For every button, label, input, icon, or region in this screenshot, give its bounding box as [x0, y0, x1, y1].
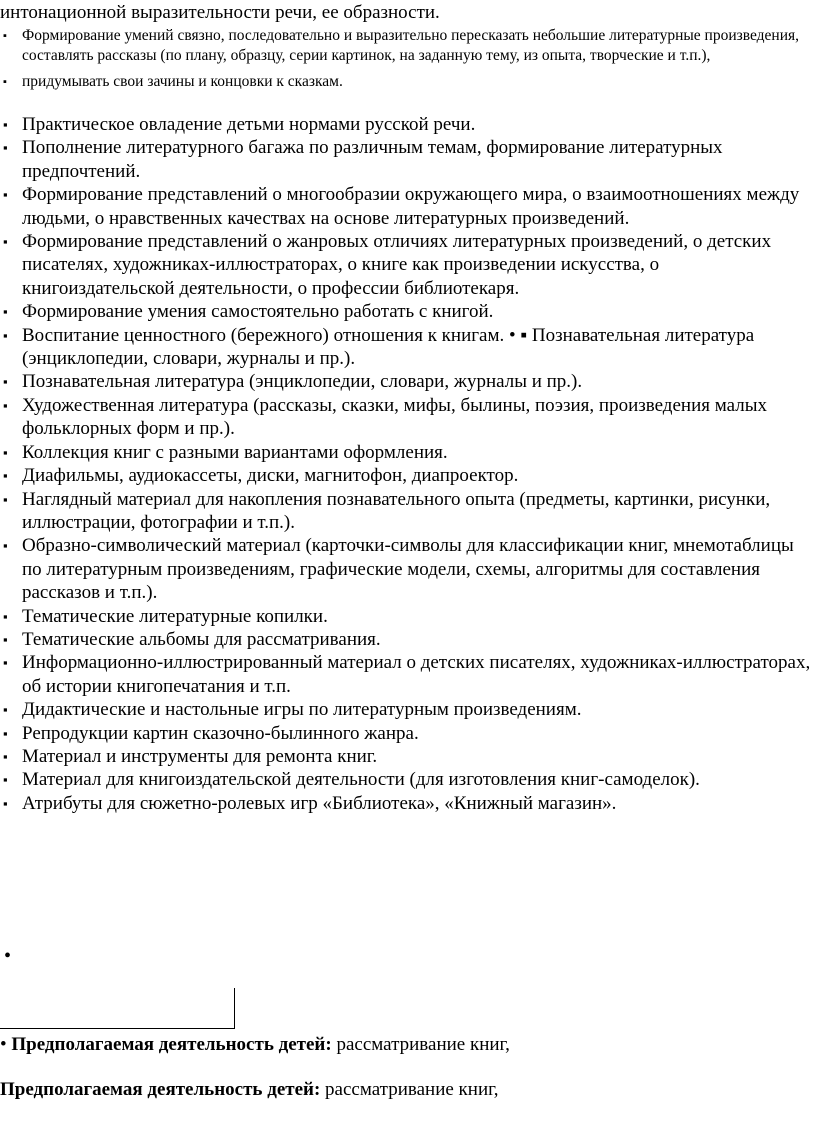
list-item-text: Познавательная литература (энциклопедии, словари, журналы и пр.). [22, 371, 583, 393]
square-bullet-icon: ▪ [3, 76, 7, 88]
square-bullet-icon: ▪ [3, 725, 8, 741]
list-item-text: Наглядный материал для накопления познавательного опыта (предметы, картинки, рисунки, иллюстрации, фотографии и т.п.). [22, 488, 771, 533]
list-item [0, 651, 816, 698]
dot-bullet-icon: • [4, 945, 12, 967]
list-item [0, 72, 800, 92]
square-bullet-icon: ▪ [3, 397, 8, 413]
list-item [0, 370, 816, 393]
list-item [0, 300, 816, 323]
list-item [0, 768, 816, 791]
small-bullet-list [0, 26, 800, 98]
square-bullet-icon: ▪ [3, 468, 8, 484]
list-item-text: Дидактические и настольные игры по литературным произведениям. [22, 699, 582, 721]
activity-label: Предполагаемая деятельность детей: [0, 1079, 321, 1100]
list-item-text: Формирование умений связно, последовательно и выразительно пересказать небольшие литературные произведения, составлять рассказы (по плану, образцу, серии картинок, на заданную тему, из опыта, творческие и т.п.), [22, 27, 800, 64]
square-bullet-icon: ▪ [3, 140, 8, 156]
list-item [0, 488, 816, 535]
list-item-text: Тематические альбомы для рассматривания. [22, 628, 381, 650]
activity-text: рассматривание книг, [320, 1079, 499, 1100]
square-bullet-icon: ▪ [3, 772, 8, 788]
square-bullet-icon: ▪ [3, 538, 8, 554]
square-bullet-icon: ▪ [3, 491, 8, 507]
list-item [0, 136, 816, 183]
square-bullet-icon: ▪ [3, 117, 8, 132]
list-item-text: Формирование представлений о многообразии окружающего мира, о взаимоотношениях между людьми, о нравственных качествах на основе литературных произведений. [22, 184, 800, 229]
list-item [0, 26, 800, 66]
list-item [0, 394, 816, 441]
list-item [0, 722, 816, 745]
list-item [0, 324, 816, 371]
list-item-text: Тематические литературные копилки. [22, 605, 328, 627]
list-item-text: Диафильмы, аудиокассеты, диски, магнитофон, диапроектор. [22, 465, 519, 487]
top-text-line: интонационной выразительности речи, ее образности. [0, 2, 440, 23]
square-bullet-icon: ▪ [3, 327, 8, 343]
list-item [0, 534, 816, 604]
table-cell-border [0, 988, 235, 1029]
list-item [0, 183, 816, 230]
list-item-text: Образно-символический материал (карточки-символы для классификации книг, мнемотаблицы по литературным произведениям, графические модели, схемы, алгоритмы для составления рассказов и т.п.). [22, 535, 794, 604]
square-bullet-icon: ▪ [3, 30, 7, 42]
list-item-text: Материал и инструменты для ремонта книг. [22, 745, 378, 767]
list-item-text: Художественная литература (рассказы, сказки, мифы, былины, поэзия, произведения малых фольклорных форм и пр.). [22, 394, 767, 440]
square-bullet-icon: ▪ [3, 374, 8, 390]
list-item-text: Формирование представлений о жанровых отличиях литературных произведений, о детских писателях, художниках-иллюстраторах, о книге как произведении искусства, о книгоиздательской деятельности, о профессии библиотекаря. [22, 231, 772, 299]
dot-bullet-icon: • [0, 1034, 7, 1055]
activity-line [0, 1034, 510, 1056]
list-item [0, 230, 816, 300]
list-item-text: Пополнение литературного багажа по различным темам, формирование литературных предпочтений. [22, 137, 723, 182]
square-bullet-icon: ▪ [3, 748, 8, 764]
list-item-text: Атрибуты для сюжетно-ролевых игр «Библиотека», «Книжный магазин». [22, 792, 617, 814]
square-bullet-icon: ▪ [3, 702, 8, 718]
list-item-text: Информационно-иллюстрированный материал о детских писателях, художниках-иллюстраторах, об истории книгопечатания и т.п. [22, 652, 811, 697]
list-item-text: Репродукции картин сказочно-былинного жанра. [22, 722, 419, 744]
square-bullet-icon: ▪ [3, 631, 8, 647]
activity-label: Предполагаемая деятельность детей: [11, 1034, 332, 1055]
square-bullet-icon: ▪ [3, 655, 8, 671]
list-item [0, 698, 816, 721]
square-bullet-icon: ▪ [3, 795, 8, 811]
list-item [0, 464, 816, 487]
list-item [0, 628, 816, 651]
activity-line [0, 1079, 499, 1101]
list-item [0, 441, 816, 464]
list-item [0, 113, 816, 136]
list-item-text: Практическое овладение детьми нормами русской речи. [22, 114, 476, 135]
list-item [0, 792, 816, 815]
list-item-text: Воспитание ценностного (бережного) отношения к книгам. • ▪ Познавательная литература (энциклопедии, словари, журналы и пр.). [22, 324, 755, 370]
activity-text: рассматривание книг, [331, 1034, 510, 1055]
list-item [0, 605, 816, 628]
list-item-text: Коллекция книг с разными вариантами оформления. [22, 441, 448, 463]
list-item-text: придумывать свои зачины и концовки к сказкам. [22, 73, 343, 90]
list-item-text: Материал для книгоиздательской деятельности (для изготовления книг-самоделок). [22, 769, 700, 791]
square-bullet-icon: ▪ [3, 444, 8, 460]
square-bullet-icon: ▪ [3, 608, 8, 624]
square-bullet-icon: ▪ [3, 234, 8, 250]
list-item-text: Формирование умения самостоятельно работать с книгой. [22, 301, 494, 323]
main-bullet-list [0, 113, 816, 815]
square-bullet-icon: ▪ [3, 187, 8, 203]
list-item [0, 745, 816, 768]
square-bullet-icon: ▪ [3, 304, 8, 320]
